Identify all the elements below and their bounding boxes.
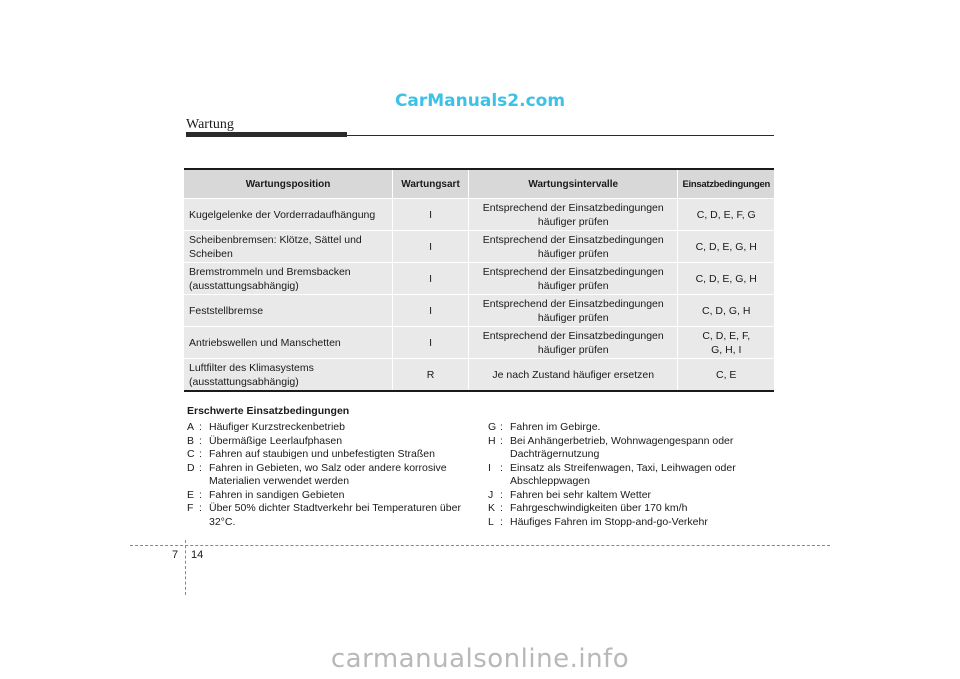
cell-art: I (393, 263, 469, 295)
text-line: Fahren bei sehr kaltem Wetter (510, 488, 652, 501)
condition-item (488, 421, 778, 435)
cell-position (184, 359, 393, 392)
cell-intervall (469, 199, 678, 231)
condition-letter: J (488, 488, 494, 501)
text-line: Häufiges Fahren im Stopp-and-go-Verkehr (510, 515, 708, 528)
text-line: Bei Anhängerbetrieb, Wohnwagengespann oder (510, 434, 734, 447)
table-row (184, 295, 774, 327)
header-position: Wartungsposition (184, 169, 393, 199)
text-line: häufiger prüfen (537, 279, 609, 292)
condition-text (209, 421, 487, 435)
text-line: häufiger prüfen (537, 247, 609, 260)
text-line: (ausstattungsabhängig) (189, 279, 299, 292)
table-row (184, 199, 774, 231)
text-line: Je nach Zustand häufiger ersetzen (492, 368, 655, 381)
condition-colon: : (500, 421, 503, 433)
table-row (184, 231, 774, 263)
maintenance-table (184, 168, 774, 392)
text-line: Scheibenbremsen: Klötze, Sättel und Scheiben (189, 233, 362, 260)
watermark-logo-top: CarManuals2.com (394, 91, 566, 111)
section-title: Wartung (186, 117, 234, 132)
condition-letter: F (187, 502, 194, 514)
cell-intervall (469, 327, 678, 359)
condition-colon: : (199, 448, 202, 460)
conditions-title: Erschwerte Einsatzbedingungen (187, 405, 350, 417)
text-line: Entsprechend der Einsatzbedingungen (482, 201, 664, 214)
cell-intervall (469, 263, 678, 295)
condition-colon: : (199, 502, 202, 514)
condition-item (187, 502, 487, 529)
condition-text (209, 448, 487, 462)
condition-letter: B (187, 434, 195, 447)
header-bedingungen: Einsatzbedingungen (678, 169, 774, 199)
condition-text (209, 489, 487, 503)
cell-art: I (393, 199, 469, 231)
condition-text (209, 435, 487, 449)
text-line: häufiger prüfen (537, 215, 609, 228)
text-line: (ausstattungsabhängig) (189, 375, 299, 388)
cell-art: I (393, 327, 469, 359)
condition-colon: : (500, 515, 503, 528)
cell-bedingungen (678, 327, 774, 359)
condition-colon: : (199, 488, 202, 501)
condition-colon: : (500, 502, 503, 514)
cell-intervall (469, 231, 678, 263)
text-line: Einsatz als Streifenwagen, Taxi, Leihwagen oder (510, 461, 736, 474)
cell-art: I (393, 295, 469, 327)
condition-text (510, 421, 778, 435)
header-bar (186, 132, 347, 137)
header-intervall: Wartungsintervalle (469, 169, 678, 199)
text-line: C, D, E, G, H (695, 240, 757, 253)
condition-letter: K (488, 502, 496, 514)
text-line: Über 50% dichter Stadtverkehr bei Temperaturen über 32°C. (209, 502, 461, 528)
table-header-row (184, 169, 774, 199)
table-row (184, 359, 774, 392)
cell-art: R (393, 359, 469, 392)
chapter-number: 7 (172, 549, 179, 561)
header-rule (347, 135, 774, 136)
cell-position (184, 263, 393, 295)
text-line: C, D, E, F, G (696, 208, 756, 221)
condition-letter: I (488, 461, 491, 474)
page-number: 14 (191, 549, 204, 561)
cell-bedingungen (678, 199, 774, 231)
text-line: häufiger prüfen (537, 343, 609, 356)
condition-colon: : (500, 434, 503, 447)
cell-bedingungen (678, 359, 774, 392)
text-line: Antriebswellen und Manschetten (189, 336, 341, 349)
condition-text (209, 462, 487, 489)
condition-text (510, 502, 778, 516)
text-line: Feststellbremse (189, 304, 264, 317)
condition-text (510, 489, 778, 503)
text-line: Fahren in Gebieten, wo Salz oder andere korrosive (209, 461, 447, 474)
condition-colon: : (199, 434, 202, 447)
condition-text (510, 516, 778, 530)
cell-art: I (393, 231, 469, 263)
header-art: Wartungsart (393, 169, 469, 199)
text-line: Häufiger Kurzstreckenbetrieb (209, 421, 345, 433)
condition-item (488, 502, 778, 516)
condition-colon: : (199, 461, 202, 474)
cell-bedingungen (678, 231, 774, 263)
condition-item (488, 516, 778, 530)
table-row (184, 327, 774, 359)
condition-item (187, 448, 487, 462)
condition-letter: D (187, 461, 195, 474)
text-line: Entsprechend der Einsatzbedingungen (482, 329, 664, 342)
text-line: Fahrgeschwindigkeiten über 170 km/h (510, 502, 688, 514)
text-line: Materialien verwendet werden (209, 475, 350, 487)
text-line: C, D, E, F, (702, 329, 751, 342)
condition-text (510, 435, 778, 462)
watermark-site-bottom: carmanualsonline.info (330, 644, 630, 674)
text-line: Übermäßige Leerlaufphasen (209, 434, 343, 447)
text-line: Abschleppwagen (510, 475, 590, 487)
text-line: C, E (716, 368, 737, 381)
text-line: häufiger prüfen (537, 311, 609, 324)
conditions-list-right (488, 421, 778, 529)
condition-colon: : (199, 421, 202, 433)
cell-intervall (469, 295, 678, 327)
cell-position (184, 295, 393, 327)
cell-intervall (469, 359, 678, 392)
condition-item (187, 421, 487, 435)
text-line: G, H, I (711, 343, 742, 356)
condition-letter: G (488, 421, 497, 433)
cell-bedingungen (678, 263, 774, 295)
text-line: Entsprechend der Einsatzbedingungen (482, 233, 664, 246)
condition-letter: H (488, 434, 496, 447)
text-line: Entsprechend der Einsatzbedingungen (482, 297, 664, 310)
condition-item (187, 435, 487, 449)
table-row (184, 263, 774, 295)
condition-item (488, 435, 778, 462)
table-body (184, 199, 774, 392)
cell-position (184, 231, 393, 263)
condition-item (187, 462, 487, 489)
text-line: Kugelgelenke der Vorderradaufhängung (189, 208, 376, 221)
text-line: C, D, E, G, H (695, 272, 757, 285)
text-line: Luftfilter des Klimasystems (189, 361, 314, 374)
text-line: C, D, G, H (702, 304, 751, 317)
condition-item (488, 462, 778, 489)
cell-position (184, 199, 393, 231)
footer-rule (130, 545, 830, 546)
condition-item (187, 489, 487, 503)
cell-bedingungen (678, 295, 774, 327)
condition-text (209, 502, 487, 529)
condition-letter: A (187, 421, 195, 433)
condition-letter: L (488, 515, 494, 528)
text-line: Dachträgernutzung (510, 448, 600, 460)
text-line: Fahren auf staubigen und unbefestigten Straßen (209, 448, 435, 460)
condition-letter: E (187, 488, 195, 501)
condition-text (510, 462, 778, 489)
conditions-list-left (187, 421, 487, 529)
condition-letter: C (187, 448, 195, 460)
condition-colon: : (500, 488, 503, 501)
text-line: Fahren im Gebirge. (510, 421, 601, 433)
condition-colon: : (500, 461, 503, 474)
cell-position (184, 327, 393, 359)
footer-divider (185, 540, 186, 595)
text-line: Entsprechend der Einsatzbedingungen (482, 265, 664, 278)
condition-item (488, 489, 778, 503)
text-line: Bremstrommeln und Bremsbacken (189, 265, 351, 278)
text-line: Fahren in sandigen Gebieten (209, 488, 345, 501)
